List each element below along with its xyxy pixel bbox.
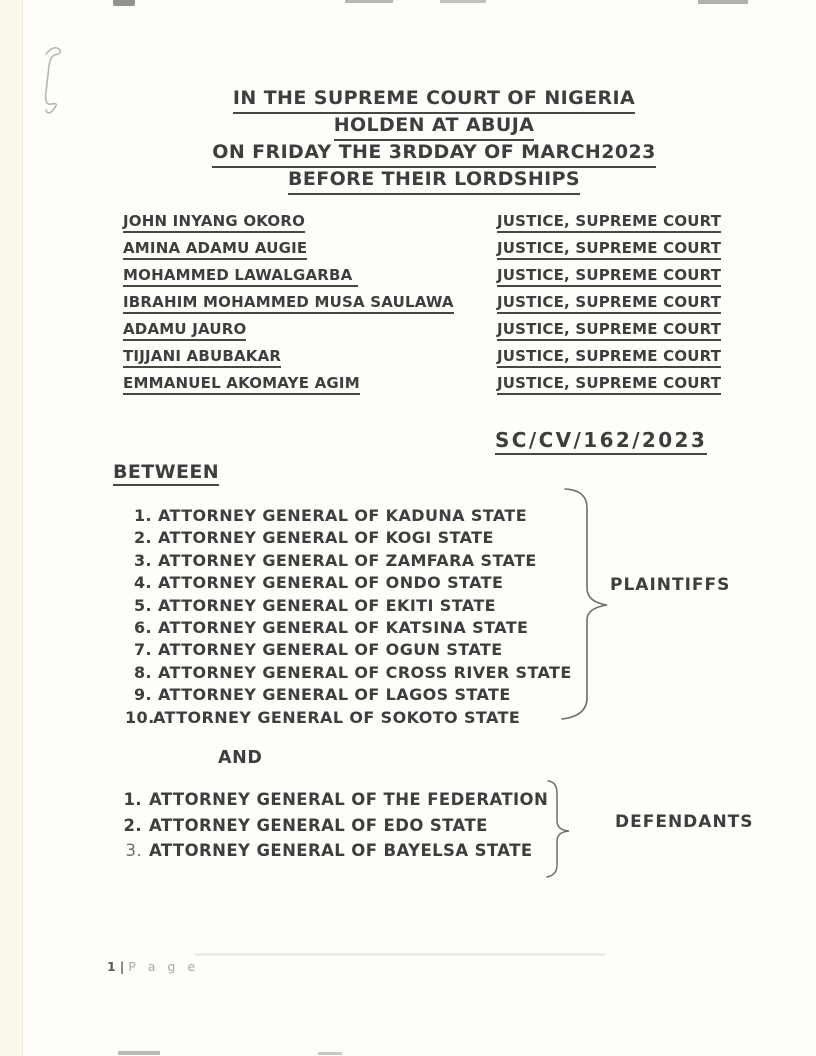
justice-name: JOHN INYANG OKORO <box>123 212 305 233</box>
document-heading <box>114 86 754 194</box>
justice-row <box>123 237 723 264</box>
scan-artifact <box>113 0 135 6</box>
plaintiff-item <box>125 617 572 639</box>
plaintiff-item <box>125 527 572 549</box>
and-label: AND <box>218 748 263 768</box>
item-number: 10. <box>125 707 155 727</box>
defendant-item <box>112 787 548 813</box>
scan-artifact <box>440 0 486 3</box>
item-number: 3. <box>133 550 152 570</box>
case-number <box>495 428 707 455</box>
item-number: 6. <box>133 617 152 637</box>
justice-row <box>123 372 723 399</box>
justice-title: JUSTICE, SUPREME COURT <box>497 374 721 395</box>
justice-name: TIJJANI ABUBAKAR <box>123 347 281 368</box>
scan-artifact <box>318 1052 342 1055</box>
item-text: ATTORNEY GENERAL OF KADUNA STATE <box>158 506 528 525</box>
item-text: ATTORNEY GENERAL OF ONDO STATE <box>158 573 504 593</box>
between-text: BETWEEN <box>113 461 219 486</box>
defendants-brace <box>543 779 583 881</box>
item-number: 8. <box>133 662 152 682</box>
justice-name: ADAMU JAURO <box>123 320 246 341</box>
item-number: 3. <box>125 841 142 861</box>
justice-row <box>123 291 723 318</box>
plaintiff-item <box>125 662 572 684</box>
plaintiffs-brace <box>556 484 616 726</box>
justice-title: JUSTICE, SUPREME COURT <box>497 239 721 260</box>
item-text: ATTORNEY GENERAL OF EDO STATE <box>149 815 488 835</box>
item-text: ATTORNEY GENERAL OF SOKOTO STATE <box>153 707 521 727</box>
justice-title: JUSTICE, SUPREME COURT <box>497 320 721 341</box>
justices-list <box>123 210 723 399</box>
justice-title: JUSTICE, SUPREME COURT <box>497 212 721 233</box>
item-text: ATTORNEY GENERAL OF THE FEDERATION <box>149 790 549 809</box>
item-text: ATTORNEY GENERAL OF ZAMFARA STATE <box>158 550 537 570</box>
justice-name: AMINA ADAMU AUGIE <box>123 239 307 260</box>
scan-smudge <box>195 953 605 956</box>
heading-text: BEFORE THEIR LORDSHIPS <box>288 167 580 195</box>
item-number: 1. <box>123 790 142 809</box>
item-number: 2. <box>123 815 142 835</box>
scan-artifact <box>345 0 393 3</box>
item-text: ATTORNEY GENERAL OF BAYELSA STATE <box>149 841 533 861</box>
justice-row <box>123 345 723 372</box>
plaintiff-item <box>125 595 572 617</box>
item-text: ATTORNEY GENERAL OF KATSINA STATE <box>158 617 529 637</box>
item-text: ATTORNEY GENERAL OF OGUN STATE <box>158 640 503 660</box>
plaintiffs-label: PLAINTIFFS <box>610 575 731 595</box>
justice-name: MOHAMMED LAWALGARBA <box>123 266 358 287</box>
plaintiff-item <box>125 550 572 572</box>
justice-row <box>123 210 723 237</box>
justice-row <box>123 264 723 291</box>
item-number: 7. <box>133 640 152 660</box>
item-text: ATTORNEY GENERAL OF CROSS RIVER STATE <box>158 662 572 682</box>
justice-title: JUSTICE, SUPREME COURT <box>497 347 721 368</box>
defendant-item <box>112 813 548 839</box>
heading-line <box>114 167 754 194</box>
heading-text: HOLDEN AT ABUJA <box>334 113 535 141</box>
between-label <box>113 461 219 486</box>
plaintiff-item <box>125 684 572 706</box>
item-text: ATTORNEY GENERAL OF EKITI STATE <box>158 595 496 615</box>
heading-text: IN THE SUPREME COURT OF NIGERIA <box>233 86 635 114</box>
plaintiffs-list <box>125 505 572 729</box>
justice-title: JUSTICE, SUPREME COURT <box>497 293 721 314</box>
plaintiff-item <box>125 707 572 729</box>
footer-page-label: P a g e <box>128 959 200 974</box>
item-number: 1. <box>133 506 152 525</box>
heading-line <box>114 140 754 167</box>
pencil-squiggle-mark <box>32 44 84 124</box>
defendant-item <box>112 838 548 864</box>
justice-row <box>123 318 723 345</box>
item-number: 9. <box>133 685 152 705</box>
justice-title: JUSTICE, SUPREME COURT <box>497 266 721 287</box>
plaintiff-item <box>125 572 572 594</box>
scan-edge-strip <box>0 0 23 1056</box>
item-text: ATTORNEY GENERAL OF KOGI STATE <box>158 528 494 548</box>
justice-name: EMMANUEL AKOMAYE AGIM <box>123 374 360 395</box>
item-number: 4. <box>133 573 152 593</box>
item-number: 5. <box>133 595 152 615</box>
page-footer <box>107 959 199 974</box>
heading-line <box>114 113 754 140</box>
plaintiff-item <box>125 639 572 661</box>
scan-artifact <box>698 0 748 4</box>
plaintiff-item <box>125 505 572 527</box>
defendants-label: DEFENDANTS <box>615 812 754 832</box>
defendants-list <box>112 787 548 864</box>
footer-separator: | <box>119 959 125 974</box>
case-number-text: SC/CV/162/2023 <box>495 428 707 455</box>
page-number: 1 <box>107 959 116 974</box>
heading-line <box>114 86 754 113</box>
justice-name: IBRAHIM MOHAMMED MUSA SAULAWA <box>123 293 454 314</box>
scan-artifact <box>118 1051 160 1055</box>
item-number: 2. <box>133 528 152 548</box>
item-text: ATTORNEY GENERAL OF LAGOS STATE <box>158 685 511 705</box>
heading-text: ON FRIDAY THE 3RDDAY OF MARCH2023 <box>212 140 655 168</box>
